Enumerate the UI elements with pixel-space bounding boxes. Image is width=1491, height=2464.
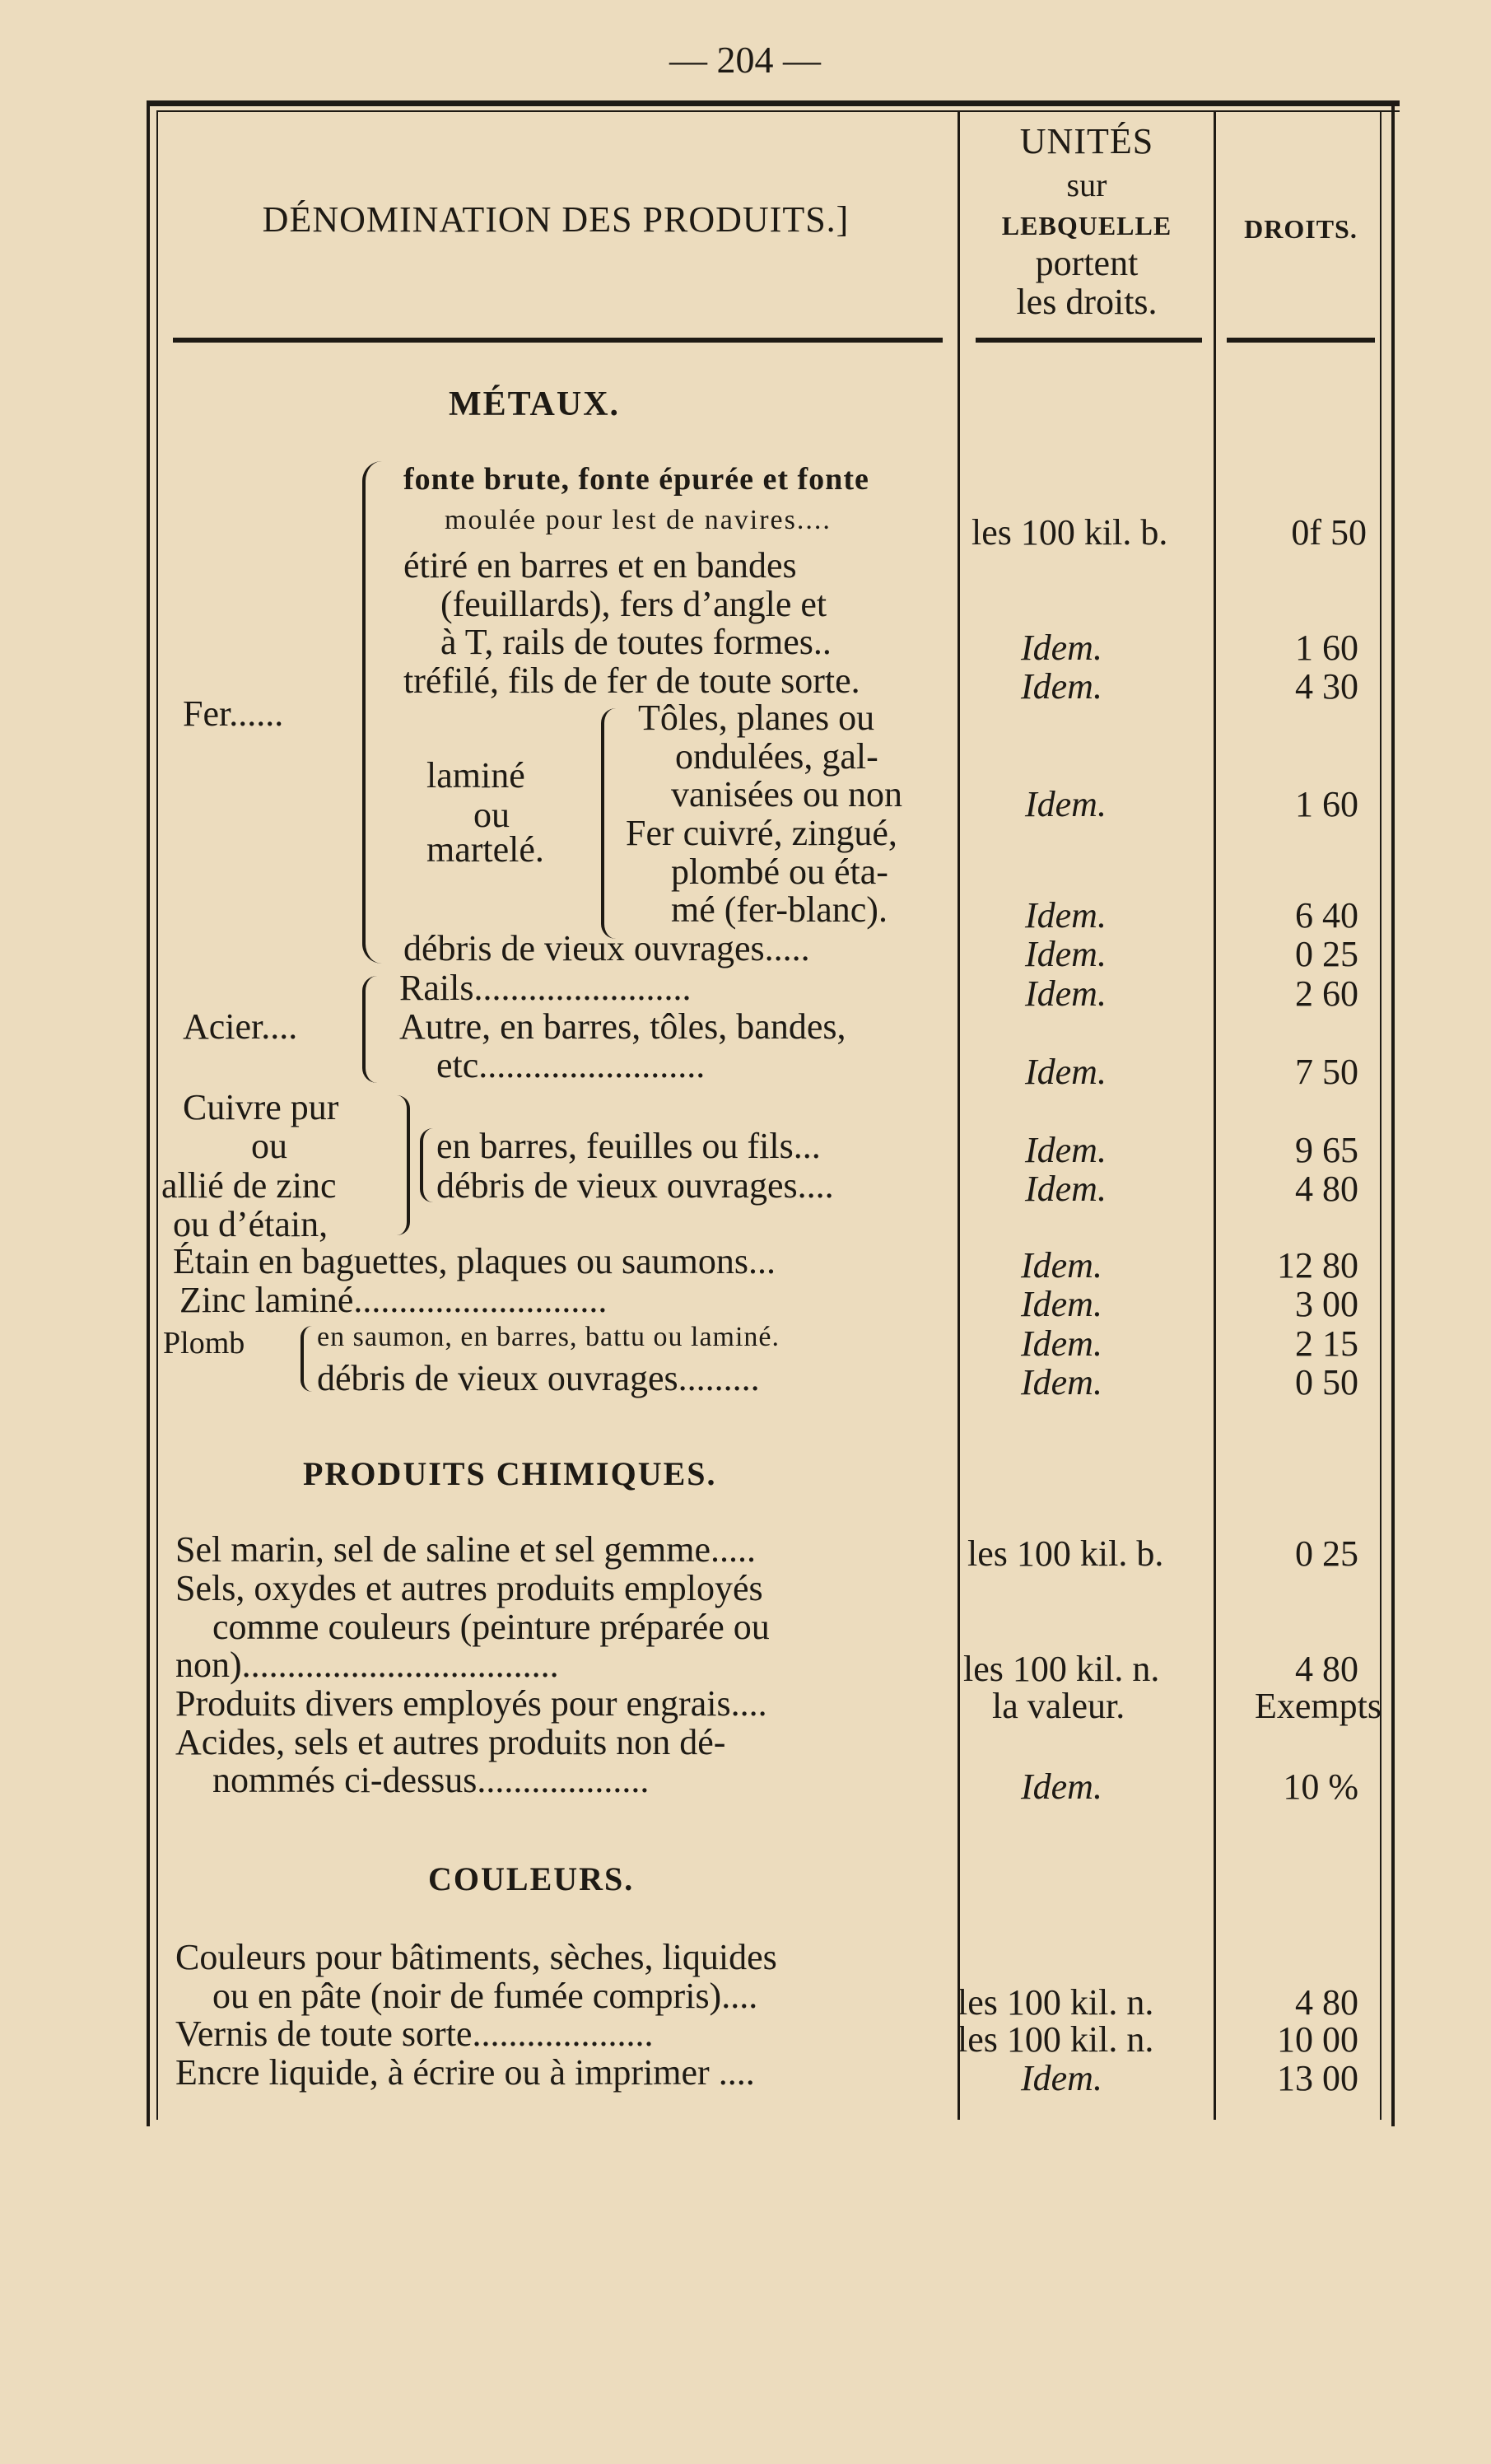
- unit-18: Idem.: [1025, 1169, 1107, 1209]
- duty-12: 6 40: [1295, 895, 1358, 936]
- header-denomination: DÉNOMINATION DES PRODUITS.]: [262, 199, 850, 240]
- line-30: Couleurs pour bâtiments, sèches, liquides: [175, 1937, 777, 1977]
- duty-33: 13 00: [1277, 2058, 1358, 2098]
- line-4: (feuillards), fers d’angle et: [440, 584, 827, 624]
- label-ou: ou: [473, 795, 510, 835]
- line-7: Tôles, planes ou: [638, 698, 875, 738]
- table-right-border: [1391, 100, 1395, 2126]
- brace-cuivre-right: [420, 1128, 433, 1202]
- line-27: Produits divers employés pour engrais....: [175, 1683, 767, 1724]
- line-12: mé (fer-blanc).: [671, 889, 888, 930]
- unit-6: Idem.: [1021, 666, 1102, 707]
- duty-17: 9 65: [1295, 1130, 1358, 1170]
- line-26: non)...................................: [175, 1645, 559, 1685]
- section-metaux: MÉTAUX.: [449, 385, 621, 423]
- duty-19: 12 80: [1277, 1245, 1358, 1286]
- brace-fer: [362, 461, 382, 964]
- table-top-rule: [148, 100, 1400, 106]
- unit-31: les 100 kil. n.: [958, 1982, 1154, 2023]
- unit-19: Idem.: [1021, 1245, 1102, 1286]
- line-18: débris de vieux ouvrages....: [436, 1165, 834, 1206]
- brace-acier: [362, 976, 377, 1083]
- header-unites-lequelle: LEBQUELLE: [1001, 211, 1172, 240]
- header-unites-portent: portent: [1035, 243, 1139, 283]
- label-cuivre-3: allié de zinc: [161, 1165, 337, 1206]
- header-droits: DROITS.: [1244, 214, 1358, 244]
- duty-22: 0 50: [1295, 1362, 1358, 1402]
- duty-23: 0 25: [1295, 1533, 1358, 1574]
- brace-plomb: [301, 1326, 312, 1392]
- label-cuivre-4: ou d’étain,: [173, 1204, 328, 1244]
- line-8: ondulées, gal-: [675, 736, 878, 777]
- unit-12: Idem.: [1025, 895, 1107, 936]
- line-28: Acides, sels et autres produits non dé-: [175, 1722, 726, 1762]
- table-left-border: [147, 100, 150, 2126]
- header-unites-droits: les droits.: [1016, 282, 1158, 322]
- line-32: Vernis de toute sorte....................: [175, 2014, 654, 2054]
- column-divider-2: [1214, 110, 1216, 2120]
- duty-32: 10 00: [1277, 2019, 1358, 2060]
- header-rule-3: [1227, 338, 1375, 343]
- line-5: à T, rails de toutes formes..: [440, 622, 832, 662]
- duty-13: 0 25: [1295, 934, 1358, 974]
- line-25: comme couleurs (peinture préparée ou: [212, 1607, 770, 1647]
- table-left-border-inner: [156, 110, 158, 2120]
- line-17: en barres, feuilles ou fils...: [436, 1126, 821, 1166]
- label-cuivre-2: ou: [251, 1126, 287, 1166]
- duty-5: 1 60: [1295, 628, 1358, 668]
- unit-9: Idem.: [1025, 784, 1107, 824]
- header-unites: UNITÉS: [1019, 121, 1154, 161]
- header-rule-2: [976, 338, 1202, 343]
- duty-31: 4 80: [1295, 1982, 1358, 2023]
- section-couleurs: COULEURS.: [428, 1860, 635, 1897]
- duty-18: 4 80: [1295, 1169, 1358, 1209]
- unit-29: Idem.: [1021, 1766, 1102, 1807]
- unit-16: Idem.: [1025, 1052, 1107, 1092]
- label-acier: Acier....: [183, 1006, 298, 1047]
- line-31: ou en pâte (noir de fumée compris)....: [212, 1976, 758, 2016]
- line-1: fonte brute, fonte épurée et fonte: [403, 462, 869, 497]
- unit-26: les 100 kil. n.: [963, 1649, 1160, 1689]
- unit-23: les 100 kil. b.: [967, 1533, 1164, 1574]
- duty-14: 2 60: [1295, 973, 1358, 1014]
- unit-20: Idem.: [1021, 1284, 1102, 1324]
- duty-20: 3 00: [1295, 1284, 1358, 1324]
- table-right-border-inner: [1380, 110, 1382, 2120]
- unit-5: Idem.: [1021, 628, 1102, 668]
- duty-2: 0f 50: [1291, 512, 1367, 553]
- line-29: nommés ci-dessus...................: [212, 1760, 650, 1800]
- unit-14: Idem.: [1025, 973, 1107, 1014]
- duty-27: Exempts: [1255, 1686, 1382, 1726]
- brace-lamine: [601, 708, 616, 939]
- unit-2: les 100 kil. b.: [971, 512, 1168, 553]
- header-rule-1: [173, 338, 943, 343]
- duty-6: 4 30: [1295, 666, 1358, 707]
- duty-16: 7 50: [1295, 1052, 1358, 1092]
- unit-32: les 100 kil. n.: [958, 2019, 1154, 2060]
- unit-17: Idem.: [1025, 1130, 1107, 1170]
- line-14: Rails........................: [399, 968, 692, 1008]
- line-19: Étain en baguettes, plaques ou saumons...: [173, 1241, 776, 1281]
- line-13: débris de vieux ouvrages.....: [403, 928, 810, 968]
- line-23: Sel marin, sel de saline et sel gemme.....: [175, 1529, 757, 1570]
- label-cuivre-1: Cuivre pur: [183, 1087, 339, 1127]
- unit-33: Idem.: [1021, 2058, 1102, 2098]
- line-33: Encre liquide, à écrire ou à imprimer ....: [175, 2052, 755, 2093]
- line-3: étiré en barres et en bandes: [403, 545, 797, 586]
- unit-21: Idem.: [1021, 1323, 1102, 1364]
- line-2: moulée pour lest de navires....: [445, 505, 832, 535]
- duty-26: 4 80: [1295, 1649, 1358, 1689]
- column-divider-1: [958, 110, 960, 2120]
- label-martele: martelé.: [426, 829, 544, 870]
- page-number: — 204 —: [669, 39, 821, 81]
- duty-9: 1 60: [1295, 784, 1358, 824]
- line-9: vanisées ou non: [671, 774, 903, 814]
- line-6: tréfilé, fils de fer de toute sorte.: [403, 660, 860, 701]
- line-16: etc.........................: [436, 1045, 706, 1085]
- line-20: Zinc laminé............................: [179, 1280, 608, 1320]
- line-24: Sels, oxydes et autres produits employés: [175, 1568, 763, 1608]
- duty-21: 2 15: [1295, 1323, 1358, 1364]
- unit-27: la valeur.: [992, 1686, 1125, 1726]
- brace-cuivre-left: [397, 1095, 410, 1235]
- line-15: Autre, en barres, tôles, bandes,: [399, 1006, 846, 1047]
- label-lamine: laminé: [426, 755, 525, 796]
- unit-13: Idem.: [1025, 934, 1107, 974]
- line-22: débris de vieux ouvrages.........: [317, 1358, 760, 1398]
- unit-22: Idem.: [1021, 1362, 1102, 1402]
- label-plomb: Plomb: [163, 1326, 245, 1360]
- line-21: en saumon, en barres, battu ou laminé.: [317, 1322, 780, 1352]
- duty-29: 10 %: [1283, 1766, 1358, 1807]
- header-unites-sur: sur: [1066, 166, 1107, 203]
- line-11: plombé ou éta-: [671, 852, 888, 892]
- section-chimiques: PRODUITS CHIMIQUES.: [303, 1455, 717, 1492]
- label-fer: Fer......: [183, 693, 284, 734]
- line-10: Fer cuivré, zingué,: [626, 813, 897, 853]
